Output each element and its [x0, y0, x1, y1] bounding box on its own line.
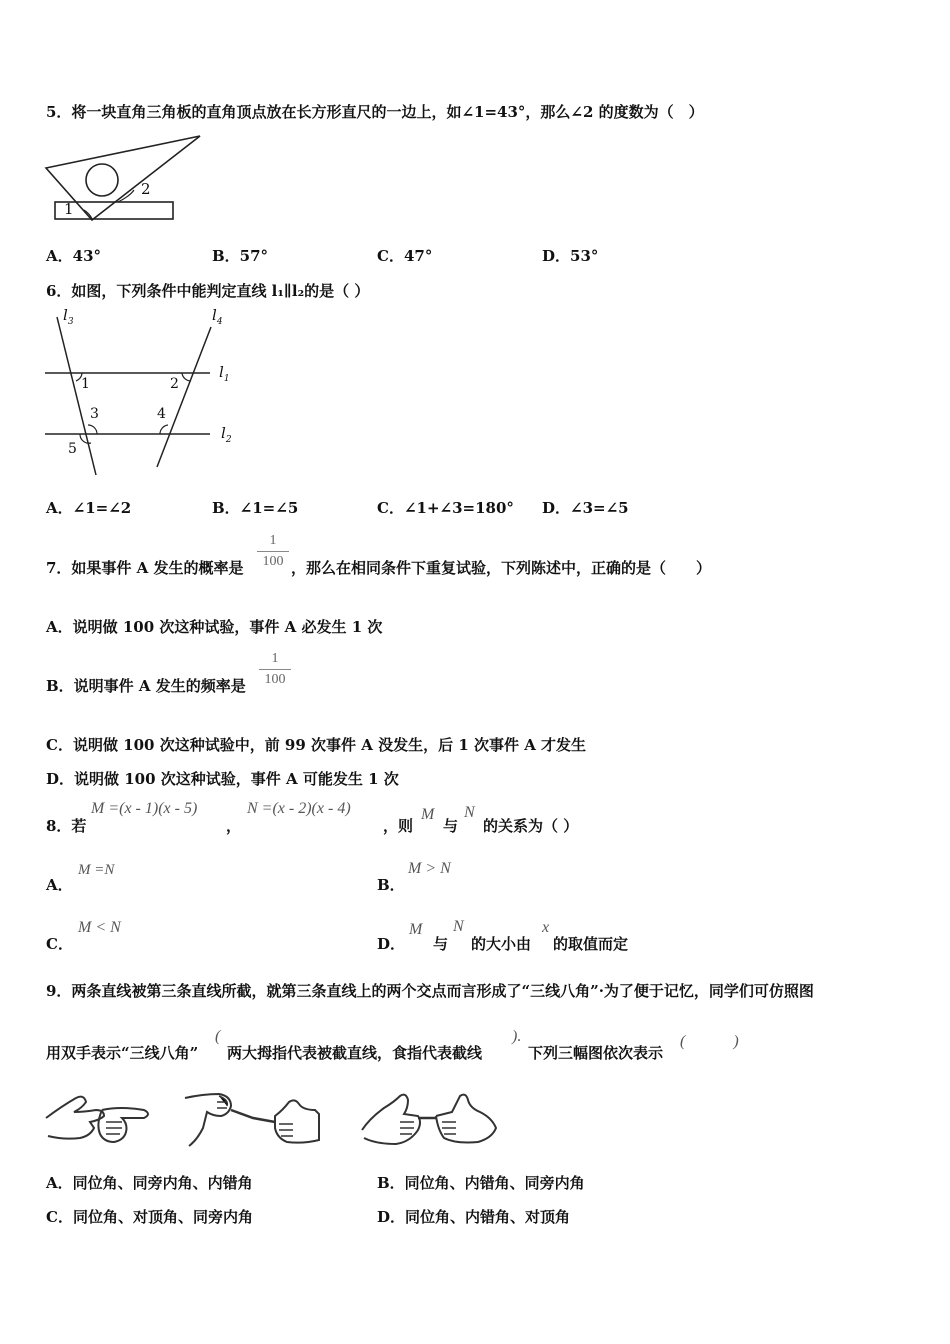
q9-line2b: 两大拇指代表被截直线，食指代表截线	[227, 1044, 483, 1062]
q7-optb-fraction-num: 1	[271, 651, 279, 666]
q7-option-d[interactable]: D．说明做 100 次这种试验，事件 A 可能发生 1 次	[46, 770, 399, 788]
q7-stem-b: ，那么在相同条件下重复试验，下列陈述中，正确的是（ ）	[291, 559, 712, 577]
q5-stem: 5．将一块直角三角板的直角顶点放在长方形直尺的一边上，如∠1=43°，那么∠2 的度数为（ ）	[46, 103, 704, 121]
q5-option-b[interactable]: B．57°	[212, 247, 269, 265]
q7-fraction-num: 1	[269, 533, 277, 548]
q8-option-d-tail: 的取值而定	[553, 935, 629, 953]
q8-expr-m: M =(x - 1)(x - 5)	[91, 800, 198, 817]
q9-option-b[interactable]: B．同位角、内错角、同旁内角	[377, 1174, 585, 1192]
q9-line1: 9．两条直线被第三条直线所截，就第三条直线上的两个交点而言形成了“三线八角”·为了便于记忆，同学们可仿照图	[46, 982, 814, 1000]
q9-line2a: 用双手表示“三线八角”	[46, 1044, 199, 1062]
hand-1-left	[46, 1097, 104, 1139]
q8-n: N	[464, 804, 475, 821]
q8-expr-n: N =(x - 2)(x - 4)	[247, 800, 351, 817]
q6-label-l4: $l_4$	[212, 306, 223, 327]
q8-option-a-label[interactable]: A．	[46, 876, 73, 894]
hand-3-left	[362, 1095, 420, 1144]
q6-label-l2: $l_2$	[221, 424, 232, 445]
q8-option-c-expr: M < N	[78, 919, 121, 936]
q8-option-b-expr: M > N	[408, 860, 451, 877]
q7-option-b[interactable]: B．说明事件 A 发生的频率是	[46, 677, 246, 695]
hand-3-right-fingers	[442, 1122, 456, 1134]
q5-fig-label-2: 2	[141, 180, 151, 198]
q7-optb-fraction	[259, 651, 291, 688]
arc-3	[88, 425, 97, 434]
hand-figure-3	[360, 1088, 500, 1150]
hand-1-fingers	[106, 1122, 122, 1134]
q7-stem-a: 7．如果事件 A 发生的概率是	[46, 559, 244, 577]
q8-number: 8．若	[46, 817, 87, 835]
q8-option-d-mid: 的大小由	[471, 935, 532, 953]
q7-option-a[interactable]: A．说明做 100 次这种试验，事件 A 必发生 1 次	[46, 618, 383, 636]
q5-option-a[interactable]: A．43°	[46, 247, 102, 265]
q7-option-c[interactable]: C．说明做 100 次这种试验中，前 99 次事件 A 没发生，后 1 次事件 A 才发生	[46, 736, 587, 754]
q7-fraction	[257, 533, 289, 570]
q9-paren-close: ).	[512, 1028, 522, 1045]
q8-option-b-label[interactable]: B．	[377, 876, 405, 894]
q9-answer-paren: ( )	[680, 1033, 739, 1050]
hand-figure-1	[44, 1088, 154, 1150]
q8-option-d-label[interactable]: D．	[377, 935, 406, 953]
q6-option-d[interactable]: D．∠3=∠5	[542, 499, 629, 517]
q8-tail: 的关系为（ ）	[483, 817, 579, 835]
q8-option-c-label[interactable]: C．	[46, 935, 73, 953]
q6-angle-1: 1	[81, 376, 90, 392]
q9-line2c: 下列三幅图依次表示	[528, 1044, 664, 1062]
q5-fig-label-1: 1	[64, 200, 74, 218]
q6-label-l3: $l_3$	[63, 306, 74, 327]
q5-option-c[interactable]: C．47°	[377, 247, 433, 265]
q5-option-d[interactable]: D．53°	[542, 247, 599, 265]
angle-arc-2	[118, 190, 134, 202]
hand-1-right	[98, 1108, 148, 1142]
q6-stem: 6．如图，下列条件中能判定直线 l₁∥l₂的是（ ）	[46, 282, 370, 300]
q9-paren-open: (	[215, 1028, 221, 1045]
hand-2-left-fingers	[217, 1096, 227, 1108]
q8-then: ，则	[383, 817, 414, 835]
q6-angle-5: 5	[68, 441, 77, 457]
line-l4	[157, 327, 211, 467]
q9-option-a[interactable]: A．同位角、同旁内角、内错角	[46, 1174, 253, 1192]
hand-figure-2	[183, 1088, 323, 1150]
hand-2-right-fingers	[279, 1124, 293, 1136]
q8-option-d-m: M	[409, 921, 423, 938]
q6-label-l1: $l_1$	[219, 363, 230, 384]
hand-3-left-fingers	[400, 1122, 414, 1134]
q6-angle-4: 4	[157, 406, 166, 422]
q9-option-d[interactable]: D．同位角、内错角、对顶角	[377, 1208, 571, 1226]
q8-option-d-x: x	[542, 919, 550, 936]
q6-angle-2: 2	[170, 376, 179, 392]
q8-m: M	[421, 806, 435, 823]
q9-option-c[interactable]: C．同位角、对顶角、同旁内角	[46, 1208, 253, 1226]
q6-option-c[interactable]: C．∠1+∠3=180°	[377, 499, 514, 517]
q7-fraction-den: 100	[262, 554, 284, 569]
q7-optb-fraction-den: 100	[264, 672, 286, 687]
q8-option-d-n: N	[453, 918, 464, 935]
hand-3-right	[436, 1095, 496, 1143]
arc-2	[182, 373, 191, 381]
q8-comma: ，	[226, 817, 242, 835]
q6-option-b[interactable]: B．∠1=∠5	[212, 499, 299, 517]
q8-option-a-expr: M =N	[78, 862, 115, 878]
set-square-hole	[86, 164, 118, 196]
hand-2-index	[231, 1110, 275, 1122]
q6-angle-3: 3	[90, 406, 99, 422]
arc-4	[160, 425, 168, 434]
q8-option-d-yu: 与	[433, 935, 449, 953]
q6-option-a[interactable]: A．∠1=∠2	[46, 499, 132, 517]
q8-yu: 与	[443, 817, 459, 835]
